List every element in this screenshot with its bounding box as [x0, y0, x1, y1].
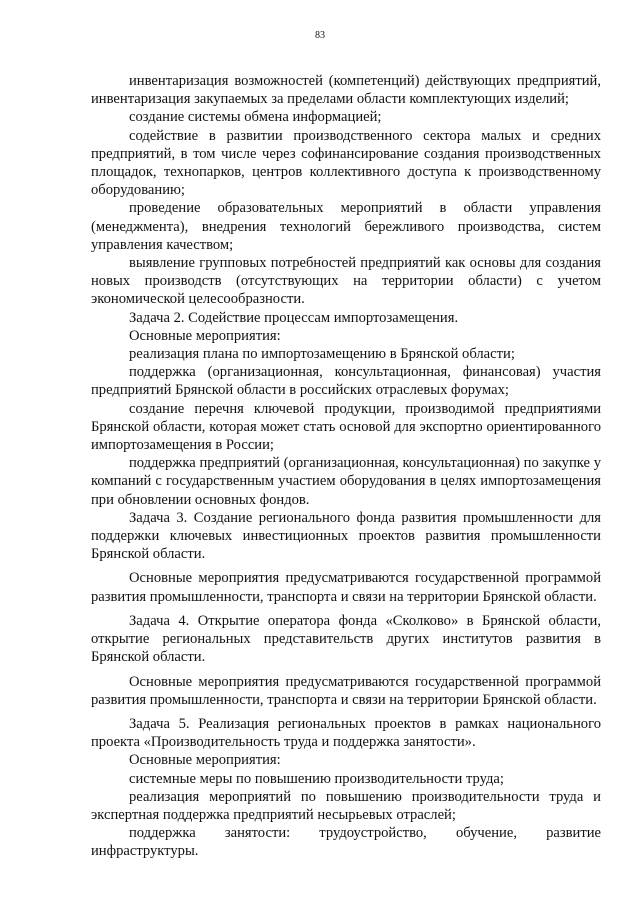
paragraph: реализация мероприятий по повышению производительности труда и экспертная поддержка предприятий несырьевых отраслей;: [91, 788, 601, 823]
paragraph: системные меры по повышению производительности труда;: [129, 770, 504, 787]
task-heading: Задача 3. Создание регионального фонда развития промышленности для поддержки ключевых инвестиционных проектов развития промышленности Брянской области.: [91, 509, 601, 563]
paragraph: выявление групповых потребностей предприятий как основы для создания новых производств (отсутствующих на территории области) с учетом экономической целесообразности.: [91, 255, 601, 308]
paragraph: Основные мероприятия:: [129, 752, 281, 769]
paragraph: Основные мероприятия предусматриваются государственной программой развития промышленности, транспорта и связи на территории Брянской области.: [91, 673, 601, 708]
paragraph: содействие в развитии производственного сектора малых и средних предприятий, в том числе через софинансирование создания производственных площадок, технопарков, центров коллективного доступа к производственному оборудованию;: [91, 127, 601, 199]
task-heading: Задача 5. Реализация региональных проектов в рамках национального проекта «Производительность труда и поддержка занятости».: [91, 715, 601, 751]
paragraph: реализация плана по импортозамещению в Брянской области;: [129, 346, 515, 363]
document-body: [91, 72, 601, 861]
paragraph: инвентаризация возможностей (компетенций) действующих предприятий, инвентаризация закупаемых за пределами области комплектующих изделий;: [91, 73, 601, 108]
paragraph: Основные мероприятия предусматриваются государственной программой развития промышленности, транспорта и связи на территории Брянской области.: [91, 570, 601, 605]
page-number: 83: [315, 30, 325, 41]
paragraph: поддержка предприятий (организационная, консультационная) по закупке у компаний с государственным участием оборудования в целях импортозамещения при обновлении основных фондов.: [91, 455, 601, 508]
task-heading: Задача 2. Содействие процессам импортозамещения.: [129, 309, 459, 326]
paragraph: Основные мероприятия:: [129, 327, 281, 344]
task-heading: Задача 4. Открытие оператора фонда «Сколково» в Брянской области, открытие региональных представительств других институтов развития в Брянской области.: [91, 612, 601, 666]
paragraph: поддержка занятости: трудоустройство, обучение, развитие инфраструктуры.: [91, 825, 601, 860]
paragraph: поддержка (организационная, консультационная, финансовая) участия предприятий Брянской области в российских отраслевых форумах;: [91, 364, 601, 399]
paragraph: создание перечня ключевой продукции, производимой предприятиями Брянской области, которая может стать основой для экспортно ориентированного импортозамещения в России;: [91, 400, 601, 454]
paragraph: создание системы обмена информацией;: [129, 109, 382, 126]
paragraph: проведение образовательных мероприятий в области управления (менеджмента), внедрения технологий бережливого производства, систем управления качеством;: [91, 200, 601, 253]
